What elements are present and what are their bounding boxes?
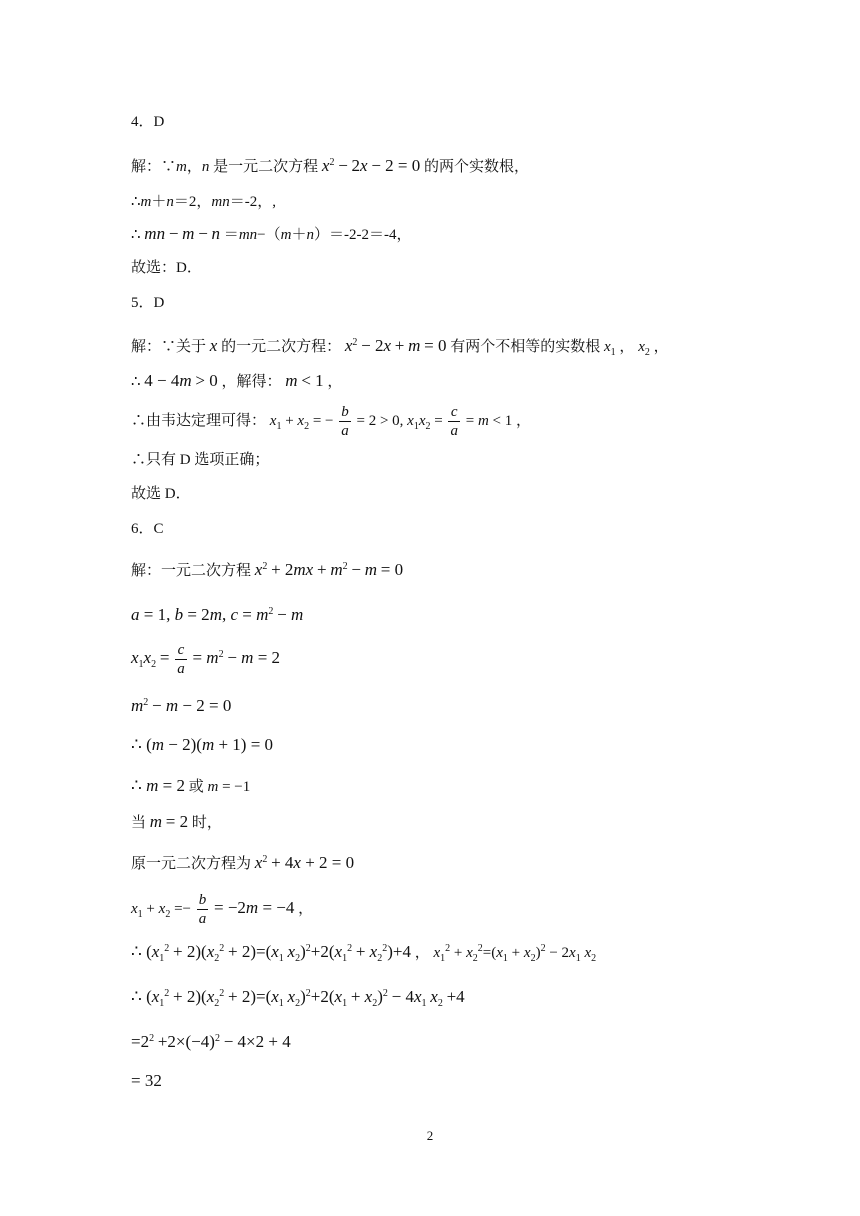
page-number: 2 — [426, 1128, 434, 1143]
answer-4-line-1: 解：∵m，n 是一元二次方程 $x^2 - 2x - 2 = 0$ 的两个实数根， — [131, 156, 530, 175]
answer-5-line-1: 解：∵关于 x 的一元二次方程： $x^2 - 2x + m = 0$ 有两个不相等的实数根 $x_1$ ， $x_2$ ， — [131, 336, 669, 358]
answer-4-conclusion: 故选：D． — [131, 260, 202, 276]
answer-6-line-5: ∴ (m − 2)(m + 1) = 0 — [131, 735, 274, 754]
answer-4-line-2: ∴m＋n＝2，mn＝-2，, — [131, 194, 277, 210]
answer-6-line-12: $=2^2 +2\times(-4)^2 - 4\times 2 + 4$ — [131, 1032, 291, 1051]
answer-5-line-3: ∴由韦达定理可得： $x_1 + x_2$ = − $\frac{b}{a}$ = 2 > 0, $x_1x_2$ = $\frac{c}{a}$ = m < 1 ， — [131, 404, 532, 439]
answer-4-heading: 4．D — [131, 114, 165, 130]
answer-4-line-3: ∴ mn − m − n ＝mn−（m＋n）＝-2-2＝-4， — [131, 224, 412, 243]
answer-6-line-1: 解：一元二次方程 $x^2 + 2mx + m^2 - m = 0$ — [131, 560, 404, 579]
answer-6-line-11: ∴ $(x_1^2 + 2)(x_2^2 + 2)=(x_1$ $x_2)^2+2(x_1 + x_2)^2 - 4x_1$ $x_2 +4$ — [131, 987, 465, 1009]
answer-6-line-4: $m^2 - m - 2 = 0$ — [131, 696, 232, 715]
answer-5-line-2: ∴ 4 − 4m > 0 ，解得： m < 1 ， — [131, 371, 343, 390]
answer-6-line-6: ∴ m = 2 或 m = −1 — [131, 776, 251, 795]
answer-5-line-4: ∴只有 D 选项正确； — [131, 452, 270, 468]
answer-6-line-13: = 32 — [131, 1071, 162, 1090]
answer-6-line-3: $x_1x_2$ = $\frac{c}{a}$ = $m^2 - m = 2$ — [131, 642, 281, 677]
answer-6-line-9: $x_1 + x_2$ =− $\frac{b}{a}$ = −2m = −4 ， — [131, 892, 314, 927]
answer-5-conclusion: 故选 D． — [131, 486, 191, 502]
answer-6-line-8: 原一元二次方程为 $x^2 + 4x + 2 = 0$ — [131, 853, 355, 872]
answer-6-line-2: a = 1, b = 2m, $c = m^2 - m$ — [131, 605, 304, 624]
answer-6-heading: 6．C — [131, 521, 164, 537]
answer-5-heading: 5．D — [131, 295, 165, 311]
answer-6-line-7: 当 m = 2 时， — [131, 812, 222, 831]
answer-6-line-10: ∴ $(x_1^2 + 2)(x_2^2 + 2)=(x_1$ $x_2)^2+2(x_1^2 + x_2^2)+4$ ， $x_1^2 + x_2^2=(x_1 + x_2)^2 - 2x_1$ $x_2$ — [131, 942, 597, 964]
